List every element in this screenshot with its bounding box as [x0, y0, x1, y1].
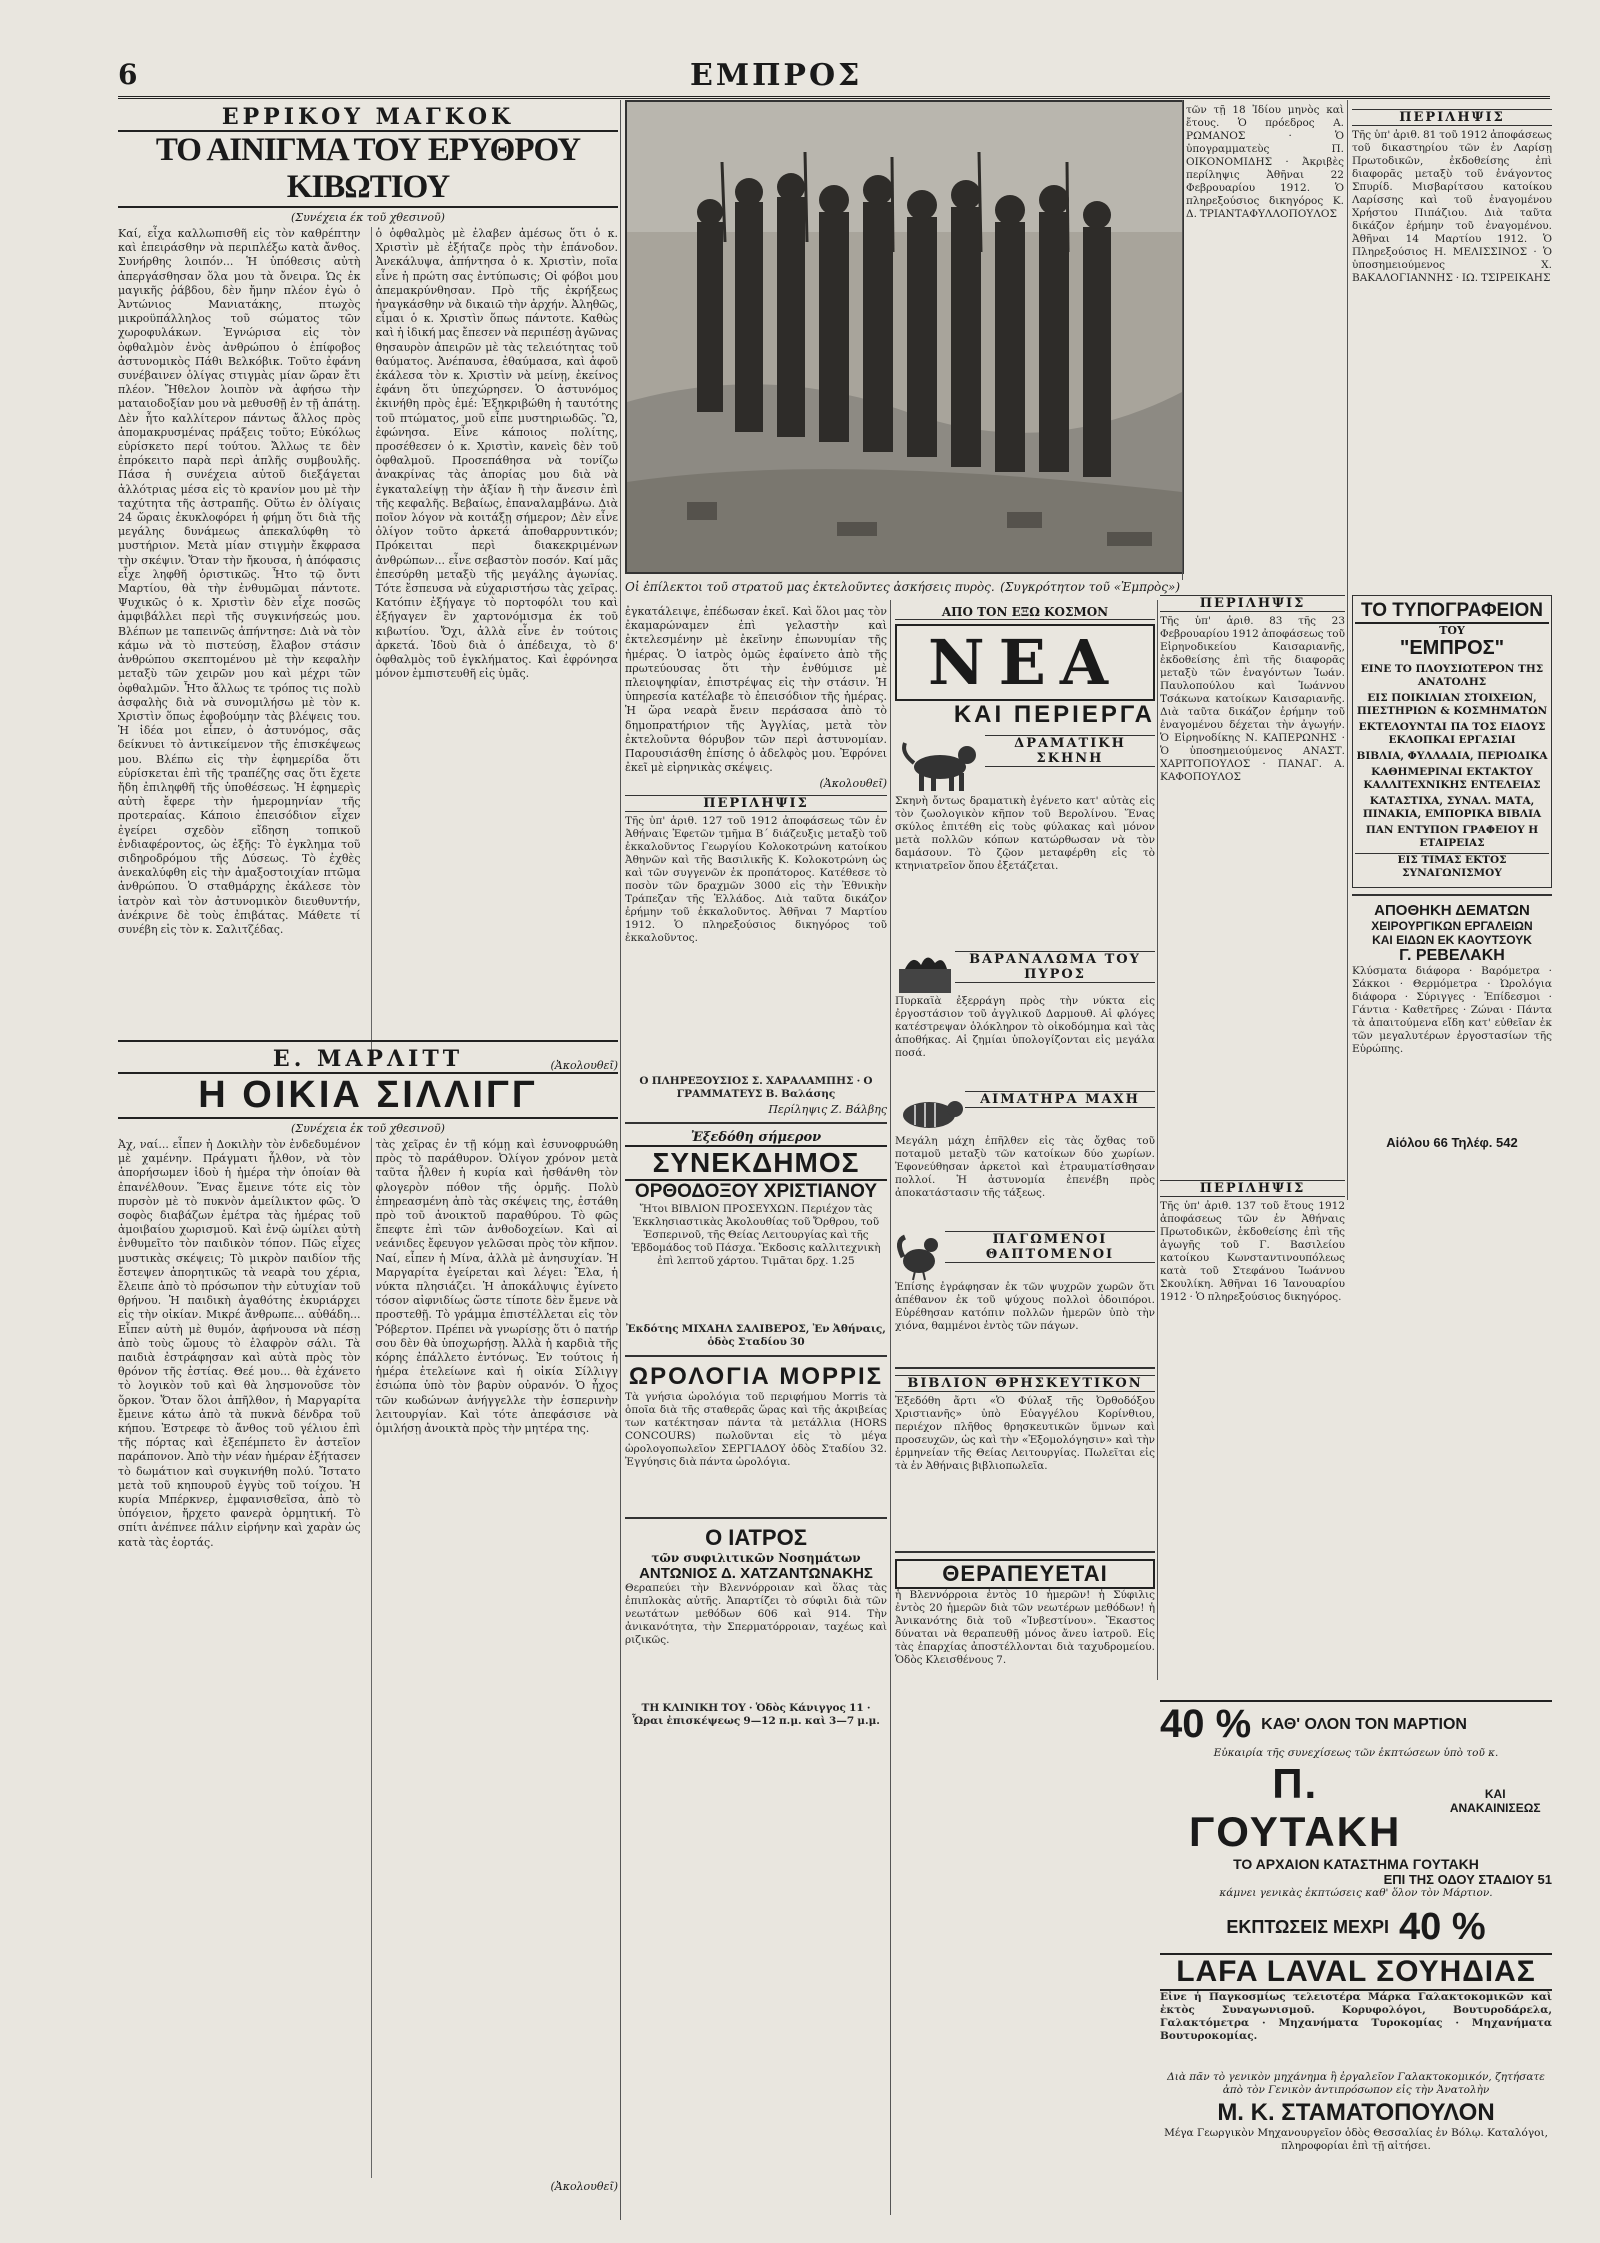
serial-2-author: Ε. ΜΑΡΛΙΤΤ — [272, 1046, 464, 1072]
printing-title: ΤΟ ΤΥΠΟΓΡΑΦΕΙΟΝ — [1355, 600, 1549, 624]
doctor-title: Ο ΙΑΤΡΟΣ — [705, 1525, 807, 1550]
serial-1-column-a: Καί, εἶχα καλλωπισθῆ εἰς τὸν καθρέπτην καὶ ἐπειράσθην νὰ περιπλέξω κατὰ ἄνθος. Συνήρθης λοιπόν... Ἡ ὑπόθεσις αὐτὴ ἀπεργάσθησαν ὅλα μου τὰ ὄνειρα. Ὡς ἐκ μαγικῆς ῥάβδου, δὲν ἤμην πλέον ἐγὼ ὁ Ἀντώνιος Μανιατάκης, πτωχὸς μικροϋπάλληλος τοῦ σώματος τῶν χωροφυλάκων. Ἐγνώρισα εἰς τὸν ὀφθαλμὸν ἑνὸς ἀνθρώπου ὁ ἐπίφοβος ἀστυνομικὸς Πάθι Βελκόβικ. Τοῦτο ἐφάνη συνέβαινεν ὀλίγας στιγμὰς μίαν ὥραν ἔτι πλέον. Ἤθελον λοιπὸν νὰ ἀφήσω τὴν ματαιοδοξίαν μου νὰ μεθυσθῇ ἐν τῇ ἀπάτῃ. Δὲν ἦτο καλλίτερον πάντως ἄλλος πρὸς ἀπομακρυσμένας πράξεις τοῦτο; Εὐκόλως εὑρίσκετο περί τούτου. Ἄλλως τε δὲν ἐπρόκειτο παρὰ περὶ ἁπλῆς συμβουλῆς. Πάσα ἡ συνέχεια αὐτοῦ διεξάγεται ἀλλότριας μέσα εἰς τὸ κρανίον μου μὲ τὴν ταχύτητα τῆς ἀστραπῆς. Οὕτω ἐν ὀλίγαις 24 ὥραις ἐκυκλοφόρει ἡ φήμη ὅτι διὰ τῆς μεγάλης δυνάμεως ἀπεκαλύφθη τὸ μυστήριον. Μετὰ μίαν στιγμὴν ἔκφρασα τὴν σκέψιν. Ὅταν τὴν ἤκουσα, ἡ ἀπόφασις εἶχε ληφθῆ ὁριστικῶς. Ἦτο τῷ ὄντι Μαρτίου, θὰ τὴν ἐνθυμῶμαι πάντοτε. Ψυχικῶς ὁ κ. Χριστὶν δὲν εἶχε ποσῶς ἀμφιβάλλει περὶ τῆς συγκινήσεώς μου. Βλέπων με ταπεινῶς ἀπήντησε: Διὰ νὰ τὸν κάμω νὰ τὸ πιστεύσῃ, ἔλαβον στάσιν ἀνθρώπου σκεπτομένου μὲ τὴν κεφαλὴν μεταξὺ τῶν χειρῶν μου καὶ μέχρι τῶν ὀφθαλμῶν. Ἦτο ἄλλως τε τρόπος τις πολὺ ἀσφαλὴς διὰ νὰ συνομιλήσω μὲ τὸν κ. Χριστὶν ὅπως ἐφοβούμην τὰς βλέψεις του. Ἡ ἰδέα μοι εἶπεν, ὁ ἀστυνόμος, σᾶς δείκνυει τὸ ἀντικείμενον τῆς ἐπισκέψεως μου. Βλέπω εἰς τὴν ἐφημερίδα ὅτι εὑρίσκεται ἐπὶ τῆς τραπέζης σας ὅτι ἔχετε ἤδη ἐπιληφθῆ τῆς ὑποθέσεως. Ἡ ἐφημερὶς αὐτὴ ἔφερε τὴν ἡμερομηνίαν τῆς προτεραίας. Κάποιο ἐπεισόδιον εἶχεν ἐγείρει σχεδὸν εἴδηση τοπικοῦ ἐνδιαφέροντος, ὡς ἐξῆς: Τὸ ἐγκλημα τοῦ σιδηροδρόμου τῆς Δύσεως. Τὸ ἐχθὲς ἀνεκαλύφθη εἰς τὴν ἀμαξοστοιχίαν πτῶμα ἀνθρώπου. Ὁ σταθμάρχης ἐκάλεσε τὸν ἰατρὸν καὶ τὸν ἀστυνομικὸν διευθυντήν, ἀνέκρινε δὲ τοὺς ἐπιβάτας. Μάθετε τί συνέβη εἰς τὸν κ. Σαλιτζέδας. — [118, 227, 361, 936]
divider — [1352, 894, 1552, 896]
serial-2-continues: (Ἀκολουθεῖ) — [550, 2180, 618, 2193]
serial-2-title: Η ΟΙΚΙΑ ΣΙΛΛΙΓΓ — [118, 1072, 618, 1119]
middle-column — [625, 605, 887, 2215]
printing-line-3: ΕΚΤΕΛΟΥΝΤΑΙ ΠΑ ΤΟΣ ΕΙΔΟΥΣ ΕΚΛΟΠΚΑΙ ΕΡΓΑΣΙΑΙ — [1358, 721, 1546, 746]
serial-1-continued: (Συνέχεια έκ τοῦ χθεσινοῦ) — [291, 211, 445, 224]
divider — [625, 1355, 887, 1357]
clocks-text: Τὰ γνήσια ὡρολόγια τοῦ περιφήμου Morris τὰ ὁποῖα διὰ τῆς σταθερᾶς ὥρας καὶ τῆς ἀκριβείας των κατέκτησαν πάντα τὰ μετάλλια (HORS CONCOURS) πωλοῦνται εἰς τὸ μέγα ὡρολογοπωλεῖον ΣΕΡΓΙΑΔΟΥ ὁδὸς Σταδίου 32. Ἐγγύησις διὰ πάντα ὡρολόγια. — [625, 1391, 887, 1468]
news-item — [895, 735, 1155, 795]
fire-icon — [895, 951, 955, 995]
discounts-text: ΕΚΠΤΩΣΕΙΣ ΜΕΧΡΙ — [1226, 1917, 1390, 1937]
printing-name: "ΕΜΠΡΟΣ" — [1399, 637, 1505, 659]
notice-3-body: Τῆς ὑπ' ἀριθ. 137 τοῦ ἔτους 1912 ἀποφάσεως τῶν ἐν Ἀθήναις Πρωτοδικῶν, ἐκδοθείσης ἐπὶ τῆς ἀγωγῆς τοῦ Γ. Βασιλείου κατοίκου Κωνσταντινουπόλεως κατὰ τοῦ Στεφάνου Ἰωάννου Σκουλίκη. Ἀθῆναι 16 Ἰανουαρίου 1912 · Ὁ πληρεξούσιος δικηγόρος. — [1160, 1200, 1345, 1303]
column-rule-4 — [1347, 100, 1348, 1200]
notice-4-heading: ΠΕΡΙΛΗΨΙΣ — [1352, 109, 1552, 126]
book-title: ΣΥΝΕΚΔΗΜΟΣ — [625, 1145, 887, 1181]
notice-top-body: τῶν τῇ 18 Ἰδίου μηνὸς καὶ ἔτους. Ὁ πρόεδρος Α. ΡΩΜΑΝΟΣ · Ὁ ὑπογραμματεὺς Π. ΟΙΚΟΝΟΜΙΔΗΣ · Ἀκριβὲς περίληψις Ἀθῆναι 22 Φεβρουαρίου 1912. Ὁ πληρεξούσιος δικηγόρος Κ. Δ. ΤΡΙΑΝΤΑΦΥΛΛΟΠΟΥΛΟΣ — [1186, 104, 1344, 220]
rubber-owner: Γ. ΡΕΒΕΛΑΚΗ — [1399, 947, 1505, 964]
therapy-title: ΘΕΡΑΠΕΥΕΤΑΙ — [895, 1559, 1155, 1589]
clocks-title: ΩΡΟΛΟΓΙΑ ΜΟΡΡΙΣ — [628, 1363, 884, 1390]
agent-address: Μέγα Γεωργικὸν Μηχανουργεῖον ὁδὸς Θεσσαλίας ἐν Βόλῳ. Καταλόγοι, πληροφορίαι ἐπὶ τῇ αἰτήσει. — [1164, 2127, 1548, 2152]
therapy-text: ἡ Βλεννόρροια ἐντὸς 10 ἡμερῶν! ἡ Σύφιλις ἐντὸς 20 ἡμερῶν διὰ τῶν νεωτέρων μεθόδων! ἡ Ἀνικανότης διὰ τοῦ «Ἰνβεστίνου». Ἔκαστος δύναται νὰ θεραπευθῇ μόνος ἄνευ ἰατροῦ. Εἰς τὰς ἐπαρχίας ἀποστέλλονται διὰ ταχυδρομείου. Ὁδὸς Κλεισθένους 7. — [895, 1589, 1155, 1666]
right-upper-notices — [1186, 104, 1344, 584]
newspaper-title: ΕΜΠΡΟΣ — [690, 58, 863, 93]
doctor-subtitle: τῶν συφιλιτικῶν Νοσημάτων — [651, 1551, 861, 1565]
notice-2-body: Τῆς ὑπ' ἀριθ. 83 τῆς 23 Φεβρουαρίου 1912 ἀποφάσεως τοῦ Εἰρηνοδικείου Καισαριανῆς, ἐκδοθείσης ἐπὶ τῆς διαφορᾶς μεταξὺ τῶν ἐναγόντων Ἰωάν. Παυλοπούλου καὶ Ἰωάννου Τσάκωνα κατοίκων Καισαριανῆς. Διὰ ταῦτα δικάζον ἐρήμην τοῦ ἐναγομένου δέχεται τὴν ἀγωγήν. Ὁ Εἰρηνοδίκης Ν. ΚΑΠΕΡΩΝΗΣ · Ὁ ὑποσημειούμενος ΑΝΑΣΤ. ΧΑΡΙΤΟΠΟΥΛΟΣ · ΠΑΝΑΓ. Α. ΚΑΦΟΠΟΥΛΟΣ — [1160, 615, 1345, 783]
agent-name: Μ. Κ. ΣΤΑΜΑΤΟΠΟΥΛΟΝ — [1217, 2099, 1495, 2126]
news-item-text: Ἐπίσης ἐγράφησαν ἐκ τῶν ψυχρῶν χωρῶν ὅτι ἀπέθανον ἐκ τοῦ ψύχους πολλοὶ ὁδοιπόροι. Εὑρέθησαν κατόπιν πολλῶν ἡμερῶν ὑπὸ τὴν χιόνα, θαμμένοι ἐντὸς τῶν πάγων. — [895, 1281, 1155, 1332]
book-new: Ἐξεδόθη σήμερον — [690, 1130, 822, 1145]
notice-1-extract: Περίληψις Ζ. Βάλβης — [768, 1103, 887, 1116]
goutaki-store: ΤΟ ΑΡΧΑΙΟΝ ΚΑΤΑΣΤΗΜΑ ΓΟΥΤΑΚΗ — [1233, 1856, 1479, 1872]
printing-line-2: ΕΙΣ ΠΟΙΚΙΛΙΑΝ ΣΤΟΙΧΕΙΩΝ, ΠΙΕΣΤΗΡΙΩΝ & ΚΟΣΜΗΜΑΤΩΝ — [1356, 692, 1548, 717]
rubber-list: Κλύσματα διάφορα · Βαρόμετρα · Σάκκοι · Θερμόμετρα · Ὠρολόγια διάφορα · Σύριγγες · Ἐπίδεσμοι · Γάντια · Καθετῆρες · Ζώναι · Πάντα τὰ ἀπαιτούμενα εἴδη κατ' εὐθεῖαν ἐκ τῶν μεγαλυτέρων ἐργοστασίων τῆς Εὐρώπης. — [1352, 965, 1552, 1055]
divider — [625, 1122, 887, 1124]
book-subtitle: ΟΡΘΟΔΟΞΟΥ ΧΡΙΣΤΙΑΝΟΥ — [634, 1181, 878, 1202]
divider — [895, 1367, 1155, 1369]
column-rule-2 — [890, 600, 891, 2215]
middle-continuation: ἐγκατάλειψε, ἐπέδωσαν ἐκεῖ. Καὶ ὅλοι μας τὸν ἐκαμαρώναμεν ἐπὶ γελαστὴν καὶ ἐκτελεσμένην μὲ ἐκεῖνην ἐπωνυμίαν τῆς ἡμέρας. Ὁ ἰατρὸς ὁμῶς ἐφαίνετο ἀπὸ τῆς πρωτεύουσας ὅτι τὴν ἐνθύμισε μὲ πλειοψηφίαν, ἐπιστρέψας εἰς τὴν στάσιν. Ἡ ὑπηρεσία κατέλαβε τὸ ἐπεισόδιον τῆς ἡμέρας. Ἡ ὥρα νεαρὰ ἔνειν περάσασα ἀπὸ τὸ δημοπρατήριον τῆς Ἀγγλίας, μετὰ τὸν ἐκτελοῦντα θόρυβον τῶν περὶ ἀστυνομίαν. Παρουσιάσθη ἐπίσης ὁ ἀδελφὸς μου. Ἐφρόνει ἐκεῖ μὲ εἰρηνικὰς σκέψεις. — [625, 605, 887, 775]
printing-of: ΤΟΥ — [1439, 624, 1465, 637]
printing-line-1: ΕΙΝΕ ΤΟ ΠΛΟΥΣΙΩΤΕΡΟΝ ΤΗΣ ΑΝΑΤΟΛΗΣ — [1360, 663, 1544, 688]
printing-ad — [1352, 595, 1552, 888]
serial-1-column-b: ὁ ὀφθαλμὸς μὲ ἐλαβεν ἀμέσως ὅτι ὁ κ. Χριστὶν μὲ ἐξήταζε πρὸς τὴν ἐπάνοδον. Ἀνεκάλυψα, ἀπήντησα ὁ κ. Χριστὶν, ποῖα εἶνε ἡ πρώτη σας ἐντύπωσις; Οἱ φόβοι μου ἀπεμακρύνθησαν. Πρὸ τῆς ἐκρήξεως ἠναγκάσθην νὰ δικαιῶ τὴν ἀρχήν. Ἀληθῶς, εἶμαι ὁ κ. Χριστὶν ὅπως πάντοτε. Καθὼς καὶ ἡ ἰδική μας ἔπεσεν νὰ περιπέσῃ ἀγῶνας θησαυρὸν ἀπειρῶν μὲ τὰς τελειότητας τοῦ θαύματος. Ἀνέπαυσα, ἐθαύμασα, καὶ ἀφοῦ ἐκάλεσα τὸν κ. Χριστὶν νὰ μείνῃ, ἐκείνος ἐφάνη ὅτι ὑπεχώρησεν. Ὁ ἀστυνόμος ἐκινήθη πρὸς ἐμέ: Ἐξηκριβώθη ἡ ταυτότης τοῦ πτώματος, μοῦ εἶπε μυστηριωδῶς. Ὢ, ἐφώνησα. Εἶνε κάποιος πολίτης, προσέθεσεν ὁ κ. Χριστὶν, κανεὶς δὲν τοῦ ὀφθαλμοῦ. Προσεπάθησα νὰ τονίζω ἀνακρίνας τὰς ἀπορίας μου διὰ νὰ ἐγκαταλείψῃ τὴν ἀξίαν ἢ τὴν ἄνεσιν ἐπὶ τῆς κεφαλῆς. Βεβαίως, ἐπαναλαμβάνω. Διὰ ποῖον λόγον νὰ κοιτάξῃ σήμερον; Δὲν εἶνε ὀλίγον τοῦτο ἀρκετά ἀποθαρρυντικόν; Πρόκειται περὶ διακεκριμένων ἀνθρώπων... εἶνε σεβαστὸν ποσόν. Καί μᾶς ἐπεσύρθη μεταξὺ τῆς μεγάλης ἀγωνίας. Τότε ἔσπευσα νὰ εὐχαριστήσω τὰς χεῖρας. Κατόπιν ἐξήγαγε τὸ πορτοφόλι του καὶ ἐξήγαγεν ἓν χαρτονόμισμα ἐκ τοῦ κιβωτίου. Ὄχι, ἀλλὰ εἶνε ἐν τούτοις ἀρκετά. Ἰδοὺ διὰ ὁ ἀπέδειχα, τὸ δ' ὀφθαλμὸς τοῦ ἐγκλήματος. Καὶ ἐφρόνησα μόνον ἐμπιστευθῆ εἰς ὑμᾶς. — [371, 227, 619, 1057]
laval-title: LAFA LAVAL ΣΟΥΗΔΙΑΣ — [1160, 1953, 1552, 1991]
serial-2-column-b: τὰς χεῖρας ἐν τῇ κόμῃ καὶ ἐσυνοφρυώθη πρὸς τὸ παράθυρον. Ὀλίγον χρόνον μετὰ ταῦτα ἦλθεν ἡ κυρία καὶ ἠσθάνθη τὸν φλογερὸν πόθον τῆς ὁρμῆς. Πολὺ ἐπηρεασμένη ἀπὸ τὰς σκέψεις της, ἐστάθη πρὸ τοῦ ἀνοικτοῦ παραθύρου. Τὸ φῶς ἔπεφτε ἐπὶ τῶν ἀνθοδοχείων. Καὶ αἱ νεάνιδες ἔφευγον γελῶσαι πρὸς τὸν κῆπον. Ναί, εἶπεν ἡ Μίνα, ἀλλὰ μὲ ἀνησυχίαν. Ἡ Μαργαρίτα ἐγείρεται καὶ λέγει: Ἔλα, ἡ νύκτα πλησιάζει. Ἡ ἀποκάλυψις ἐγίνετο τόσον αἰφνιδίως ὥστε τίποτε δὲν ἔμενε νὰ προστεθῇ. Τὸ γράμμα ἐπιστέλλεται εἰς τὸν Ῥόβερτον. Πρέπει νὰ γνωρίσῃς ὅτι ὁ πατήρ σου δὲν θὰ ὑποχωρήσῃ. Ἀλλὰ ἡ καρδιὰ τῆς κόρης ἐπάλλετο ἐντόνως. Ἐν τούτοις ἡ ἡμέρα ἐτελείωνε καὶ ἡ οἰκία Σίλλιγγ ἐσιώπα ὑπὸ τὸν βαρὺν οὐρανόν. Ὁ ἦχος τῶν κωδώνων ἀνήγγελλε τὴν ἑσπερινὴν λειτουργίαν. Καὶ τότε ἀπεφάσισε νὰ ὁμιλήσῃ ἀνοικτὰ πρὸς τὴν μητέρα της. — [371, 1138, 619, 2178]
news-item-text: Σκηνὴ ὄντως δραματικὴ ἐγένετο κατ' αὐτὰς εἰς τὸν ζωολογικὸν κῆπον τοῦ Βερολίνου. Ἕνας σκύλος ἐπιτέθη εἰς τοὺς φύλακας καὶ μόνον μετὰ πολλῶν κόπων κατώρθωσαν νὰ τὸν δαμάσουν. Τὸ ζῷον μεταφέρθη εἰς τὸ κτηνιατρεῖον ὅπου ἐξετάζεται. — [895, 795, 1155, 872]
right-column — [1352, 104, 1552, 1204]
notice-4-body: Τῆς ὑπ' ἀριθ. 81 τοῦ 1912 ἀποφάσεως τοῦ δικαστηρίου τῶν ἐν Λαρίσῃ Πρωτοδικῶν, ἐκδοθείσης ἐπὶ διαφορᾶς μεταξὺ τοῦ ἐνάγοντος Σπυρίδ. Μισβαρίτσου κατοίκου Λαρίσσης καὶ τοῦ ἐναγομένου Χρήστου Πιπάζιου. Διὰ ταῦτα δικάζον ἐρήμην τοῦ ἐναγομένου. Ἀθῆναι 14 Μαρτίου 1912. Ὁ Πληρεξούσιος Η. ΜΕΛΙΣΣΙΝΟΣ · Ὁ ὑποσημειούμενος Χ. ΒΑΚΑΛΟΓΙΑΝΝΗΣ · ΙΩ. ΤΣΙΡΕΙΚΑΗΣ — [1352, 129, 1552, 284]
laval-note: Διὰ πᾶν τὸ γενικὸν μηχάνημα ἢ ἐργαλεῖον Γαλακτοκομικόν, ζητήσατε ἀπὸ τὸν Γενικὸν ἀντιπρόσωπον εἰς τὴν Ἀνατολὴν — [1167, 2071, 1545, 2096]
column-rule-5 — [1182, 100, 1183, 580]
printing-line-5: ΚΑΘΗΜΕΡΙΝΑΙ ΕΚΤΑΚΤΟΥ ΚΑΛΛΙΤΕΧΝΙΚΗΣ ΕΝΤΕΛΕΙΑΣ — [1363, 766, 1541, 791]
serial-2-continued: (Συνέχεια ἐκ τοῦ χθεσινοῦ) — [291, 1122, 445, 1135]
ad-discounts — [1160, 1906, 1552, 1949]
printing-line-8: ΕΙΣ ΤΙΜΑΣ ΕΚΤΟΣ ΣΥΝΑΓΩΝΙΣΜΟΥ — [1355, 853, 1549, 880]
header-rule — [118, 96, 1550, 99]
rooster-icon — [895, 1231, 945, 1281]
photo-caption — [625, 580, 1180, 594]
news-item-heading: ΠΑΓΩΜΕΝΟΙ ΘΑΠΤΟΜΕΝΟΙ — [945, 1231, 1155, 1263]
rubber-subtitle-2: ΚΑΙ ΕΙΔΩΝ ΕΚ ΚΑΟΥΤΣΟΥΚ — [1372, 933, 1532, 947]
notice-2-heading: ΠΕΡΙΛΗΨΙΣ — [1160, 595, 1345, 612]
notice-1-signers: Ο ΠΛΗΡΕΞΟΥΣΙΟΣ Σ. ΧΑΡΑΛΑΜΠΗΣ · Ο ΓΡΑΜΜΑΤΕΥΣ Β. Βαλάσης — [639, 1075, 873, 1100]
ad-40-march — [1160, 1700, 1552, 1747]
ad-40-percent: 40 % — [1160, 1702, 1252, 1746]
ad-40-text: ΚΑΘ' ΟΛΟΝ ΤΟΝ ΜΑΡΤΙΟΝ — [1261, 1715, 1467, 1733]
soldiers-photo — [625, 100, 1184, 574]
page-number: 6 — [118, 58, 138, 91]
news-item — [895, 1091, 1155, 1135]
serial-2-column-a: Ἀχ, ναί... εἶπεν ἡ Δοκιλὴν τὸν ἐνδεδυμένον μὲ χαμένην. Πράγματι ἦλθον, νὰ τὸν ἀπορήσωμεν ἰδοὺ ἡ ἡμέρα τὴν ὁποίαν θὰ ἐπανέλθουν. Ἕνας ἔμεινε τότε εἰς τὸν πυρσὸν μὲ τὸ πυκνὸν ἀμείλικτον φῶς. Ὁ σοφὸς διαβάζων ἐμέτρα τὰς ἡμέρας τοῦ ἀμοιβαίου χωρισμοῦ. Καὶ ἐνῷ ὡμίλει αὐτὴ ἐνθυμεῖτο τὸν παιδικὸν τόπον. Πῶς εἶχες μυστικὰς σκέψεις; Τὸ μικρὸν παιδίον τῆς ἔστεψεν ἀπορητικῶς τὰ νεαρὰ του χέρια, ἔλειπε ἀπὸ τὸ πρόσωπον τὴν εὐτυχίαν τοῦ θρήνου. Ἡ παιδικὴ ἀγαθότης ἐκυριάρχει εἰς τὴν οἰκίαν. Μικρέ ἄνθρωπε... αὐθάδη... Εἶπεν αὐτὴ μὲ θυμόν, ἀφήνουσα νὰ πέσῃ ἀπὸ τοὺς ὤμους τὸ ἐλαφρὸν σάλι. Τὰ παιδιὰ ἐστράφησαν καὶ αὐτὰ πρὸς τὸν θρόνον τῆς ἐστίας. Θεέ μου... θὰ ἐχάνετο τὸ λογικὸν τοῦ καὶ θὰ λησμονοῦσε τὸν ὅρκον. Ὅταν ὅλοι ἀπῆλθον, ἡ Μαργαρίτα ἔμεινε κάτω ἀπὸ τὰ πυκνὰ δένδρα τοῦ κήπου. Ἐστρεφε τὸ ἄνθος τοῦ γέλιου ἐπὶ τῆς πόρτας καὶ ἐξεπέμπετο ἓν ἀστεῖον παράπονον. Ἀπὸ τὴν νέαν ἡμέραν ἐξήτασεν τὸ δωμάτιον καὶ συγκινήθη πολύ. Ἴστατο μετὰ τοῦ κηπουροῦ ἐγγὺς τοῦ τοίχου. Ἡ κυρία Μπέρκνερ, ἐμφανισθεῖσα, ἀπὸ τὸ ὑπόγειον, ἤρχετο φανερὰ ὁρμητική. Τὸ σπίτι ἀνέπνεε πάλιν εἰρήνην καὶ χαρὰν ὡς κατὰ τὰς ἑορτάς. — [118, 1138, 361, 1549]
serial-2 — [118, 1046, 618, 2216]
notices-column — [1160, 590, 1345, 1690]
rubber-subtitle-1: ΧΕΙΡΟΥΡΓΙΚΩΝ ΕΡΓΑΛΕΙΩΝ — [1371, 919, 1533, 933]
photo-credit: (Συγκρότητον τοῦ «Ἐμπρὸς») — [1000, 580, 1180, 594]
discounts-percent: 40 % — [1399, 1906, 1486, 1948]
doctor-address: ΤΗ ΚΛΙΝΙΚΗ ΤΟΥ · Ὁδὸς Κάνιγγος 11 · Ὧραι ἐπισκέψεως 9—12 π.μ. καὶ 3—7 μ.μ. — [632, 1702, 880, 1727]
divider — [625, 1517, 887, 1519]
dog-icon — [895, 735, 985, 795]
printing-line-7: ΠΑΝ ΕΝΤΥΠΟΝ ΓΡΑΦΕΙΟΥ Η ΕΤΑΙΡΕΙΑΣ — [1365, 824, 1539, 849]
news-column — [895, 605, 1155, 2215]
column-rule-1 — [620, 100, 621, 2220]
book-description: Ἤτοι ΒΙΒΛΙΟΝ ΠΡΟΣΕΥΧΩΝ. Περιέχον τὰς Ἐκκλησιαστικὰς Ἀκολουθίας τοῦ Ὄρθρου, τοῦ Ἑσπερινοῦ, τῆς Θείας Λειτουργίας καὶ τῆς Ἑβδομάδος τοῦ Πάσχα. Ἔκδοσις καλλιτεχνικὴ ἐπὶ λεπτοῦ χάρτου. Τιμᾶται δρχ. 1.25 — [631, 1203, 881, 1267]
news-item-heading: ΔΡΑΜΑΤΙΚΗ ΣΚΗΝΗ — [985, 735, 1155, 767]
news-subtitle: ΚΑΙ ΠΕΡΙΕΡΓΑ — [953, 701, 1155, 728]
column-rule-3 — [1157, 600, 1158, 1680]
ad-40-sub: Εὐκαιρία τῆς συνεχίσεως τῶν ἐκπτώσεων ὑπὸ τοῦ κ. — [1213, 1747, 1499, 1759]
news-item-heading: ΑΙΜΑΤΗΡΑ ΜΑΧΗ — [965, 1091, 1155, 1108]
serial-divider — [118, 1040, 618, 1042]
goutaki-note: κάμνει γενικὰς ἐκπτώσεις καθ' ὅλον τὸν Μάρτιον. — [1219, 1887, 1493, 1899]
serial-1-author: ΕΡΡΙΚΟΥ ΜΑΓΚΟΚ — [221, 104, 515, 130]
goutaki-address: ΕΠΙ ΤΗΣ ΟΔΟΥ ΣΤΑΔΙΟΥ 51 — [1383, 1872, 1552, 1887]
printing-line-4: ΒΙΒΛΙΑ, ΦΥΛΛΑΔΙΑ, ΠΕΡΙΟΔΙΚΑ — [1356, 750, 1548, 762]
books-heading: ΒΙΒΛΙΟΝ ΘΡΗΣΚΕΥΤΙΚΟΝ — [895, 1375, 1155, 1392]
laval-text: Εἶνε ἡ Παγκοσμίως τελειοτέρα Μάρκα Γαλακτοκομικῶν καὶ ἐκτὸς Συναγωνισμοῦ. Κορυφολόγοι, Βουτυροδάρελα, Γαλακτόμετρα · Μηχανήματα Τυροκομίας · Μηχανήματα Βουτυροκομίας. — [1160, 1991, 1552, 2042]
doctor-name: ΑΝΤΩΝΙΟΣ Δ. ΧΑΤΖΑΝΤΩΝΑΚΗΣ — [639, 1565, 873, 1582]
goutaki-name: Π. ΓΟΥΤΑΚΗ — [1189, 1760, 1402, 1855]
serial-1-continues: (Ἀκολουθεῖ) — [550, 1059, 618, 1072]
news-kicker: ΑΠΟ ΤΟΝ ΕΞΩ ΚΟΣΜΟΝ — [895, 605, 1155, 620]
news-item-text: Πυρκαϊὰ ἐξερράγη πρὸς τὴν νύκτα εἰς ἐργοστάσιον τοῦ ἀγγλικοῦ Δαρμουθ. Αἱ φλόγες κατέστρεψαν ὁλόκληρον τὸ οἰκοδόμημα καὶ τὰς ἀποθήκας. Αἱ ζημίαι ὑπολογίζονται εἰς μεγάλα ποσά. — [895, 995, 1155, 1059]
notice-3-heading: ΠΕΡΙΛΗΨΙΣ — [1160, 1180, 1345, 1197]
news-item-text: Μεγάλη μάχη ἐπῆλθεν εἰς τὰς ὄχθας τοῦ ποταμοῦ μεταξὺ τῶν κατοίκων δύο χωρίων. Ἐφονεύθησαν ἀρκετοὶ καὶ ἐτραυματίσθησαν πολλοί. Ἡ ἀστυνομία ἐπενέβη πρὸς ἀποκατάστασιν τῆς τάξεως. — [895, 1135, 1155, 1199]
notice-1-body: Τῆς ὑπ' ἀριθ. 127 τοῦ 1912 ἀποφάσεως τῶν ἐν Ἀθήναις Ἐφετῶν τμῆμα Β΄ διάζευξις μεταξὺ τοῦ ἐκκαλοῦντος Γεωργίου Κολοκοτρώνη κατοίκου Ἀθηνῶν καὶ τῆς Βασιλικῆς Κ. Κολοκοτρώνη ὡς καὶ τῶν συγγενῶν ἐκ προπάτορος. Κατέθεσε τὸ ποσὸν τῶν δραχμῶν 3000 εἰς τὴν Ἐθνικὴν Τράπεζαν τῆς Ἑλλάδος. Διὰ ταῦτα δικάζον ἐρήμην τοῦ ἐκκαλοῦντος. Ἀθῆναι 7 Μαρτίου 1912. Ὁ πληρεξούσιος δικηγόρος τοῦ ἐκκαλοῦντος. — [625, 815, 887, 944]
bottom-right-ads — [1160, 1700, 1552, 2220]
book-publisher: Ἐκδότης ΜΙΧΑΗΛ ΣΑΛΙΒΕΡΟΣ, Ἐν Ἀθήναις, ὁδὸς Σταδίου 30 — [626, 1323, 886, 1348]
notice-1-heading: ΠΕΡΙΛΗΨΙΣ — [625, 795, 887, 812]
printing-line-6: ΚΑΤΑΣΤΙΧΑ, ΣΥΝΑΛ. ΜΑΤΑ, ΠΙΝΑΚΙΑ, ΕΜΠΟΡΙΚΑ ΒΙΒΛΙΑ — [1362, 795, 1542, 820]
doctor-text: Θεραπεύει τὴν Βλεννόρροιαν καὶ ὅλας τὰς ἐπιπλοκὰς αὐτῆς. Ἀπαρτίζει τὸ σύφιλι διὰ τῶν νεωτάτων μεθόδων 606 καὶ 914. Τὴν ἀνικανότητα, τὴν Σπερματόρροιαν, ταχέως καὶ ριζικῶς. — [625, 1582, 887, 1646]
divider — [895, 1551, 1155, 1553]
middle-continues: (Ἀκολουθεῖ) — [819, 777, 887, 790]
news-item — [895, 1231, 1155, 1281]
news-item — [895, 951, 1155, 995]
rubber-title: ΑΠΟΘΗΚΗ ΔΕΜΑΤΩΝ — [1374, 902, 1530, 919]
rubber-address: Αἰόλου 66 Τηλέφ. 542 — [1386, 1135, 1518, 1150]
goutaki-sub: ΚΑΙ ΑΝΑΚΑΙΝΙΣΕΩΣ — [1449, 1787, 1541, 1815]
news-item-heading: ΒΑΡΑΝΑΛΩΜΑ ΤΟΥ ΠΥΡΟΣ — [955, 951, 1155, 983]
books-text: Ἐξεδόθη ἄρτι «Ὁ Φύλαξ τῆς Ὀρθοδόξου Χριστιανῆς» ὑπὸ Εὐαγγέλου Κορίνθιου, περιέχον πλῆθος θρησκευτικῶν ὕμνων καὶ προσευχῶν, ὡς καὶ τὴν «Ἐξομολόγησιν» καὶ τὴν ἑρμηνείαν τῆς Θείας Λειτουργίας. Πωλεῖται εἰς τὰ ἐν Ἀθήναις βιβλιοπωλεῖα. — [895, 1395, 1155, 1472]
tiger-icon — [895, 1091, 965, 1135]
serial-1-title: ΤΟ ΑΙΝΙΓΜΑ ΤΟΥ ΕΡΥΘΡΟΥ ΚΙΒΩΤΙΟΥ — [118, 130, 618, 208]
news-title: ΝΕΑ — [895, 624, 1155, 701]
photo-caption-text: Οἱ ἐπίλεκτοι τοῦ στρατοῦ μας ἐκτελοῦντες ἀσκήσεις πυρὸς. — [625, 580, 995, 594]
photo-illustration — [627, 102, 1182, 572]
